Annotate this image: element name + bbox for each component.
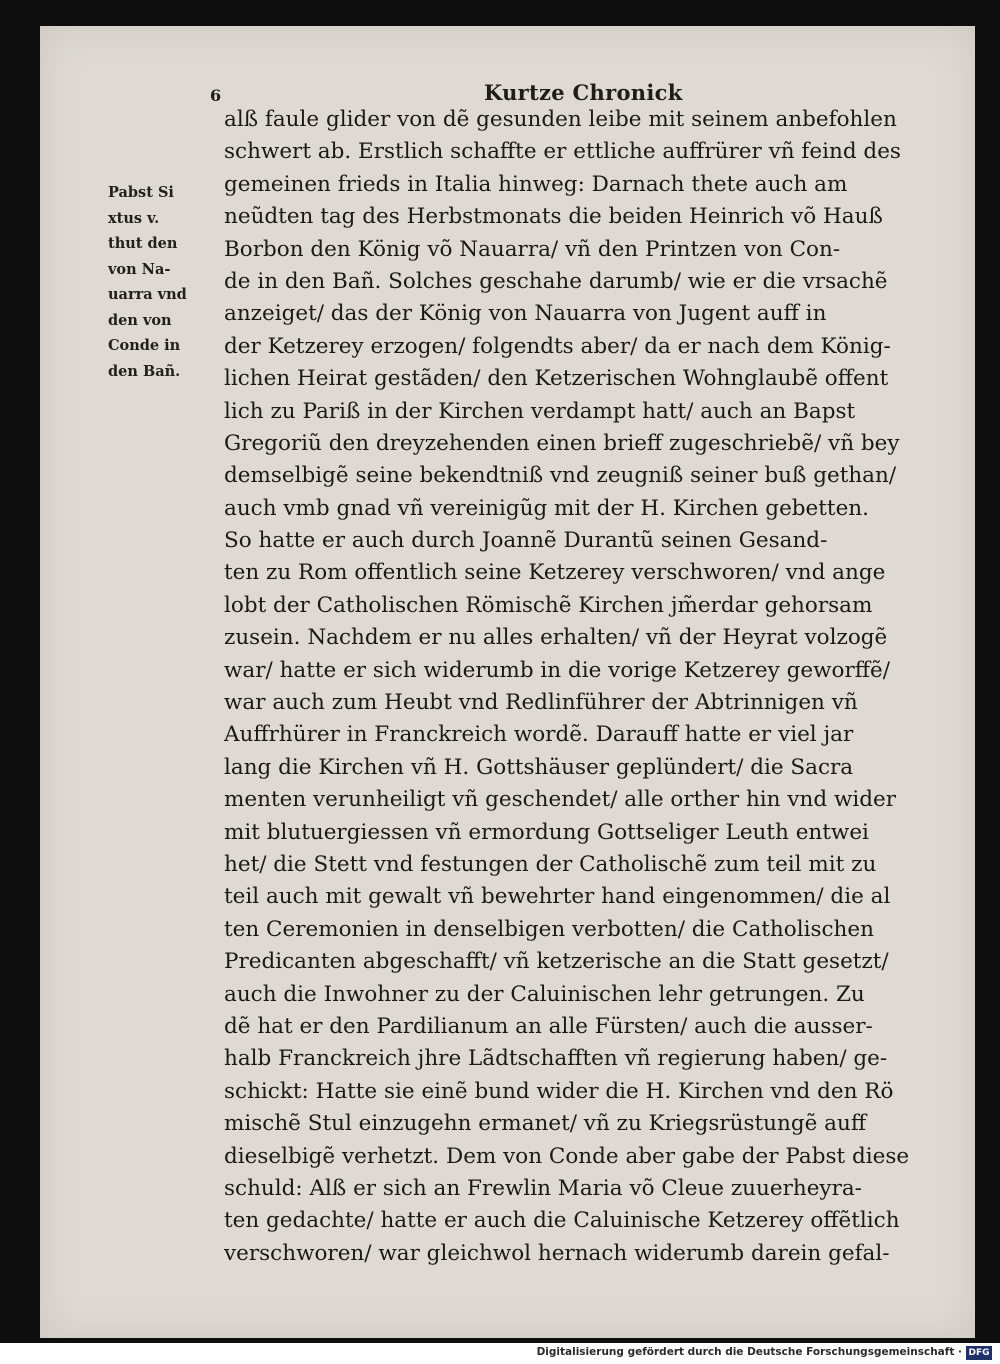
text-line: schuld: Alß er sich an Frewlin Maria võ Cleue zuuerheyra- [224,1175,862,1201]
text-line: So hatte er auch durch Joannẽ Durantũ seinen Gesand- [224,528,828,554]
text-line: mischẽ Stul einzugehn ermanet/ vñ zu Kriegsrüstungẽ auff [224,1111,867,1137]
text-line: Auffrhürer in Franckreich wordẽ. Darauff hatte er viel jar [224,722,854,748]
body-text [224,104,930,1270]
text-line: war auch zum Heubt vnd Redlinführer der Abtrinnigen vñ [224,690,858,716]
dfg-logo: DFG [966,1346,992,1360]
text-line: schickt: Hatte sie einẽ bund wider die H. Kirchen vnd den Rö [224,1078,894,1104]
text-line: lichen Heirat gestãden/ den Ketzerischen Wohnglaubẽ offent [224,366,889,392]
text-line: anzeiget/ das der König von Nauarra von Jugent auff in [224,301,827,327]
text-line: lang die Kirchen vñ H. Gottshäuser geplündert/ die Sacra [224,754,854,780]
text-line: lich zu Pariß in der Kirchen verdampt hatt/ auch an Bapst [224,398,856,424]
page-number: 6 [210,86,222,105]
text-line: lobt der Catholischen Römischẽ Kirchen jm̃erdar gehorsam [224,592,873,618]
text-line: ten gedachte/ hatte er auch die Caluinische Ketzerey offẽtlich [224,1208,900,1234]
footer-bar [0,1343,1000,1364]
text-line: ten Ceremonien in denselbigen verbotten/ die Catholischen [224,916,874,942]
text-line: zusein. Nachdem er nu alles erhalten/ vñ der Heyrat volzogẽ [224,625,888,651]
text-line: halb Franckreich jhre Lãdtschafften vñ regierung haben/ ge- [224,1046,888,1072]
text-line: ten zu Rom offentlich seine Ketzerey verschworen/ vnd ange [224,560,886,586]
marginal-note-line: Pabst Si [108,184,174,201]
text-line: neũdten tag des Herbstmonats die beiden Heinrich võ Hauß [224,204,883,230]
marginal-note-line: den Bañ. [108,362,181,380]
marginal-note-line: den von [108,311,172,329]
funding-credit: Digitalisierung gefördert durch die Deutsche Forschungsgemeinschaft · [536,1346,962,1358]
text-line: Gregoriũ den dreyzehenden einen brieff zugeschriebẽ/ vñ bey [224,430,900,456]
text-line: het/ die Stett vnd festungen der Catholischẽ zum teil mit zu [224,851,877,877]
text-line: dẽ hat er den Pardilianum an alle Fürsten/ auch die ausser- [224,1013,873,1039]
marginal-note-line: Conde in [108,337,181,354]
marginal-note-line: von Na- [108,260,171,278]
text-line: schwert ab. Erstlich schaffte er ettliche auffrürer vñ feind des [224,139,901,165]
marginal-note-line: thut den [108,235,178,252]
text-line: dieselbigẽ verhetzt. Dem von Conde aber gabe der Pabst diese [224,1143,910,1169]
text-line: Borbon den König võ Nauarra/ vñ den Printzen von Con- [224,236,841,262]
running-head: Kurtze Chronick [484,80,683,105]
text-line: war/ hatte er sich widerumb in die vorige Ketzerey geworffẽ/ [224,657,890,683]
text-line: teil auch mit gewalt vñ bewehrter hand eingenommen/ die al [224,884,891,910]
text-line: alß faule glider von dẽ gesunden leibe mit seinem anbefohlen [224,107,897,132]
marginal-note [108,180,220,384]
text-line: gemeinen frieds in Italia hinweg: Darnach thete auch am [224,171,848,197]
text-line: menten verunheiligt vñ geschendet/ alle orther hin vnd wider [224,787,897,813]
marginal-note-line: uarra vnd [108,286,187,303]
marginal-note-line: xtus v. [108,209,160,227]
text-line: de in den Bañ. Solches geschahe darumb/ wie er die vrsachẽ [224,268,888,294]
text-line: mit blutuergiessen vñ ermordung Gottseliger Leuth entwei [224,819,869,845]
text-line: demselbigẽ seine bekendtniß vnd zeugniß seiner buß gethan/ [224,463,897,489]
text-line: auch vmb gnad vñ vereinigũg mit der H. Kirchen gebetten. [224,495,869,521]
text-line: der Ketzerey erzogen/ folgendts aber/ da er nach dem König- [224,333,891,359]
text-line: verschworen/ war gleichwol hernach widerumb darein gefal- [224,1240,890,1266]
text-line: Predicanten abgeschafft/ vñ ketzerische an die Statt gesetzt/ [224,949,889,975]
text-line: auch die Inwohner zu der Caluinischen lehr getrungen. Zu [224,981,865,1007]
